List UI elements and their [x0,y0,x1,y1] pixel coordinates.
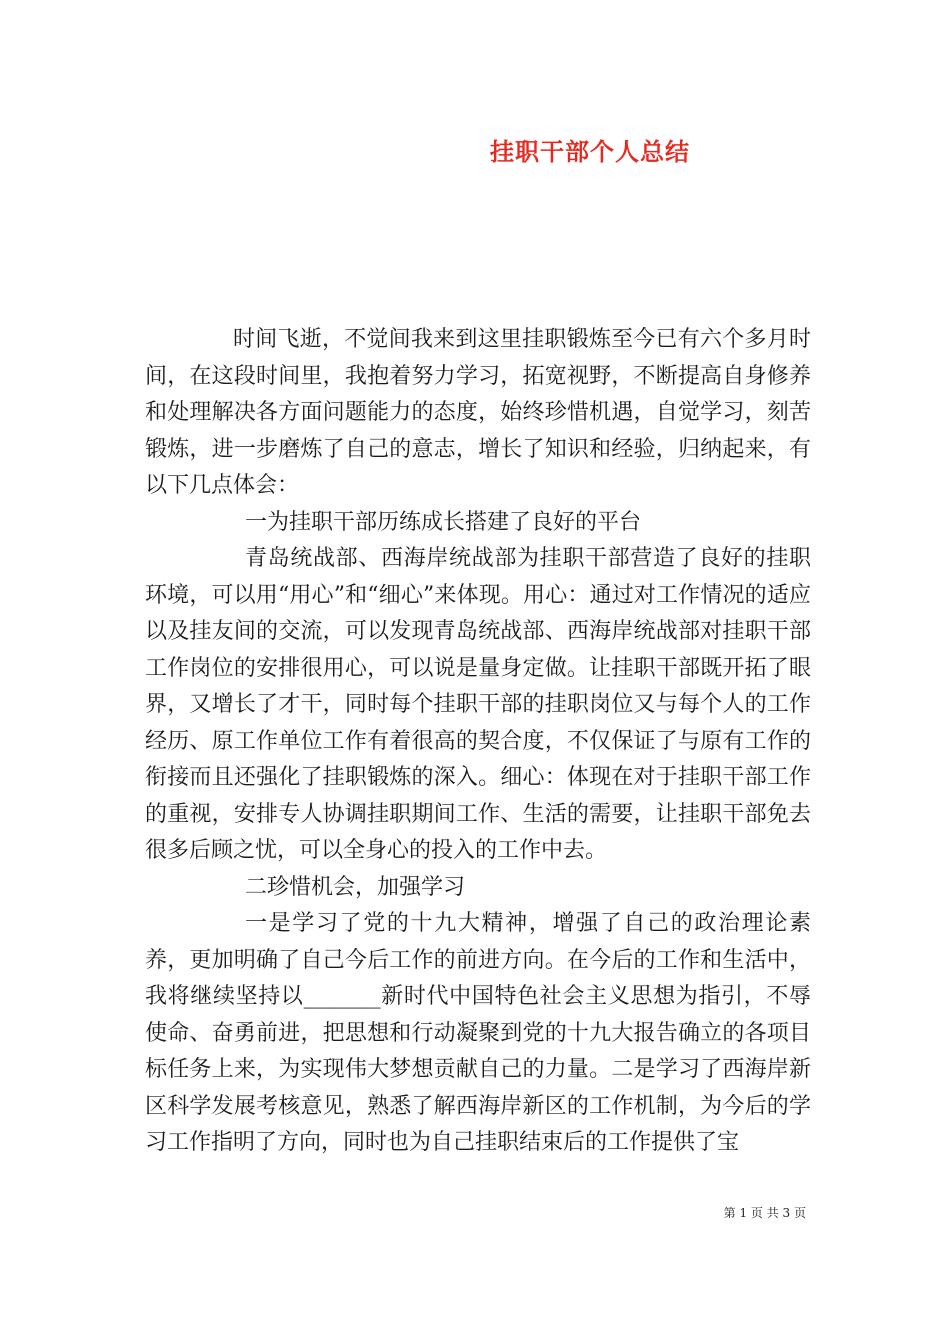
document-body [145,322,811,1162]
document-title: 挂职干部个人总结 [490,138,690,166]
page-number: 第 1 页 共 3 页 [723,1206,806,1220]
paragraph-section-1: 青岛统战部、西海岸统战部为挂职干部营造了良好的挂职环境，可以用“用心”和“细心”来体现。用心：通过对工作情况的适应以及挂友间的交流，可以发现青岛统战部、西海岸统战部对挂职干部工作岗位的安排很用心，可以说是量身定做。让挂职干部既开拓了眼界，又增长了才干，同时每个挂职干部的挂职岗位又与每个人的工作经历、原工作单位工作有着很高的契合度，不仅保证了与原有工作的衔接而且还强化了挂职锻炼的深入。细心：体现在对于挂职干部工作的重视，安排专人协调挂职期间工作、生活的需要，让挂职干部免去很多后顾之忧，可以全身心的投入的工作中去。 [145,546,811,863]
paragraph-section-2: 一是学习了党的十九大精神，增强了自己的政治理论素养，更加明确了自己今后工作的前进方向。在今后的工作和生活中，我将继续坚持以_______新时代中国特色社会主义思想为指引，不辱使命、奋勇前进，把思想和行动凝聚到党的十九大报告确立的各项目标任务上来，为实现伟大梦想贡献自己的力量。二是学习了西海岸新区科学发展考核意见，熟悉了解西海岸新区的工作机制，为今后的学习工作指明了方向，同时也为自己挂职结束后的工作提供了宝 [145,911,811,1155]
section-heading-1: 一为挂职干部历练成长搭建了良好的平台 [245,509,642,535]
section-heading-2: 二珍惜机会，加强学习 [245,874,466,900]
paragraph-intro: 时间飞逝，不觉间我来到这里挂职锻炼至今已有六个多月时间，在这段时间里，我抱着努力学习，拓宽视野，不断提高自身修养和处理解决各方面问题能力的态度，始终珍惜机遇，自觉学习，刻苦锻炼，进一步磨炼了自己的意志，增长了知识和经验，归纳起来，有以下几点体会： [145,327,811,498]
